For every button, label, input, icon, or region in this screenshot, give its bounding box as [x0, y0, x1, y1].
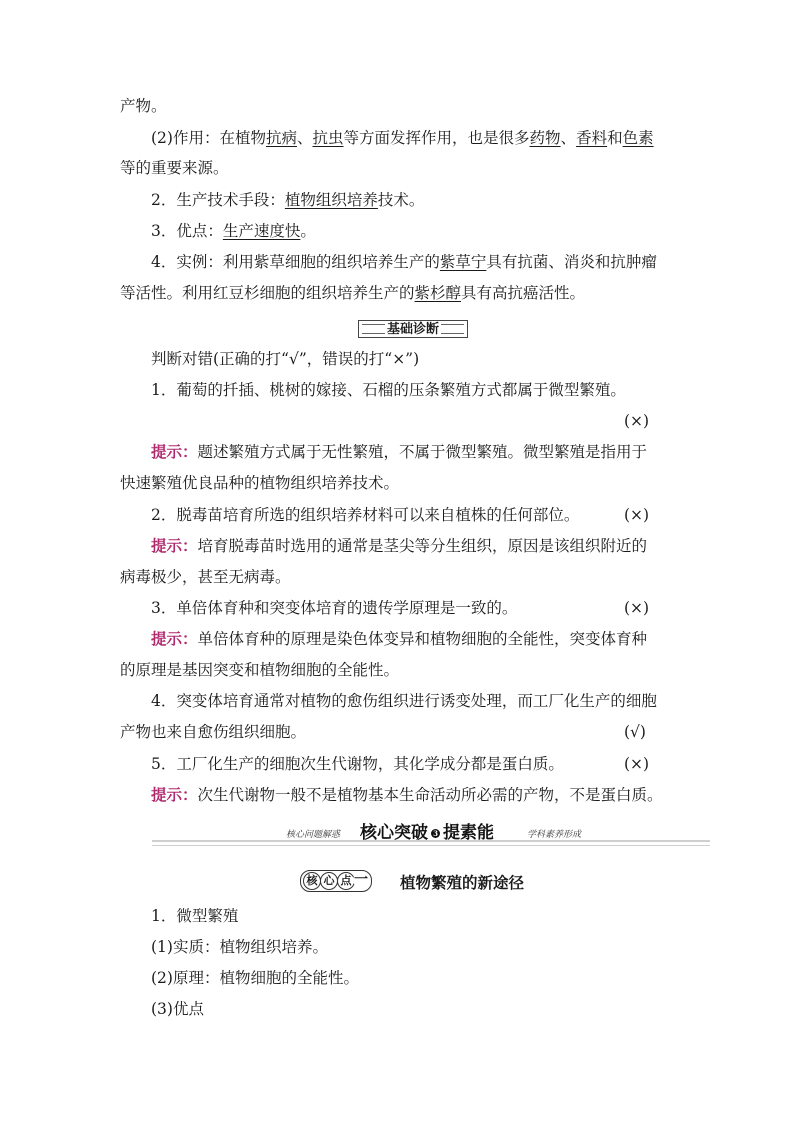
- question-text: 4．突变体培育通常对植物的愈伤组织进行诱变处理，而工厂化生产的细胞: [151, 692, 657, 710]
- hint-line: [120, 660, 794, 680]
- hint-text: 快速繁殖优良品种的植物组织培养技术。: [120, 474, 400, 492]
- section-line: [151, 999, 794, 1019]
- hint-text: 次生代谢物一般不是植物基本生命活动所必需的产物，不是蛋白质。: [197, 786, 663, 804]
- hint-line: [120, 473, 794, 493]
- core-title-a: 核心突破: [360, 823, 428, 843]
- key-point-badge: [300, 870, 372, 892]
- underlined-term: 生产速度快: [222, 222, 301, 240]
- text-segment: 。: [300, 222, 316, 240]
- text-segment: 、: [560, 129, 577, 147]
- underlined-term: 香料: [576, 129, 608, 147]
- quiz-instruction: [151, 349, 794, 369]
- text-segment: 技术。: [377, 191, 425, 209]
- core-right-subtitle: 学科素养形成: [527, 830, 582, 840]
- divider: [152, 840, 710, 842]
- text-line: [120, 283, 794, 303]
- underlined-term: 紫草宁: [439, 253, 487, 271]
- text-segment: 2．生产技术手段：: [151, 191, 285, 209]
- hint-label: 提示：: [151, 785, 198, 804]
- hint-text: 病毒极少，甚至无病毒。: [120, 568, 291, 586]
- quiz-question-cont: [120, 722, 794, 742]
- text-segment: 4．实例：利用紫草细胞的组织培养生产的: [151, 253, 440, 271]
- text-segment: 3．优点：: [151, 222, 223, 240]
- hint-label: 提示：: [151, 442, 198, 461]
- divider: [152, 845, 710, 846]
- underlined-term: 紫杉醇: [414, 284, 462, 302]
- text-line: [151, 252, 794, 272]
- section-banner: [358, 320, 468, 338]
- text-segment: 、: [296, 129, 313, 147]
- question-text: 产物也来自愈伤组织细胞。: [120, 723, 307, 741]
- banner-label: [359, 318, 467, 337]
- question-text: 3．单倍体育种和突变体培育的遗传学原理是一致的。: [151, 599, 518, 617]
- hint-text: 题述繁殖方式属于无性繁殖，不属于微型繁殖。微型繁殖是指用于: [197, 443, 648, 461]
- text-line: [151, 128, 794, 148]
- text-line: [151, 190, 794, 210]
- hint-line: [151, 442, 794, 462]
- text-segment: 具有抗菌、消炎和抗肿瘤: [486, 253, 657, 271]
- badge-char: 一: [354, 872, 368, 888]
- quiz-question: [151, 691, 794, 711]
- underlined-term: 抗病: [265, 129, 297, 147]
- underlined-term: 植物组织培养: [284, 191, 378, 209]
- section-line: [151, 937, 794, 957]
- text-segment: 和: [607, 129, 623, 147]
- section-text: (1)实质：植物组织培养。: [151, 938, 328, 956]
- badge-char: 心: [320, 872, 338, 890]
- instruction-text: 判断对错(正确的打“√”，错误的打“×”): [151, 350, 420, 368]
- paragraph-text: 产物。: [120, 97, 167, 115]
- text-segment: 等活性。利用红豆杉细胞的组织培养生产的: [120, 284, 415, 302]
- text-segment: 具有高抗癌活性。: [461, 284, 586, 302]
- section-line: [151, 968, 794, 988]
- hint-line: [151, 629, 794, 649]
- underlined-term: 色素: [622, 129, 654, 147]
- hint-label: 提示：: [151, 536, 198, 555]
- text-line: [151, 221, 794, 241]
- question-text: 2．脱毒苗培育所选的组织培养材料可以来自植株的任何部位。: [151, 506, 580, 524]
- quiz-question: [151, 598, 794, 618]
- section-text: (3)优点: [151, 1000, 204, 1018]
- question-text: 5．工厂化生产的细胞次生代谢物，其化学成分都是蛋白质。: [151, 755, 564, 773]
- quiz-question: [151, 505, 794, 525]
- hint-line: [151, 785, 794, 805]
- underlined-term: 药物: [529, 129, 561, 147]
- underlined-term: 抗虫: [312, 129, 344, 147]
- key-point-title: 植物繁殖的新途径: [400, 873, 525, 892]
- section-text: (2)原理：植物细胞的全能性。: [151, 969, 359, 987]
- text-line: [120, 96, 794, 116]
- hint-label: 提示：: [151, 629, 198, 648]
- hint-text: 的原理是基因突变和植物细胞的全能性。: [120, 661, 400, 679]
- badge-char: 点: [337, 872, 355, 890]
- hint-text: 培育脱毒苗时选用的通常是茎尖等分生组织，原因是该组织附近的: [197, 537, 648, 555]
- core-section-header: [152, 818, 710, 842]
- text-segment: (2)作用：在植物: [151, 129, 266, 147]
- core-left-subtitle: 核心问题解惑: [286, 830, 341, 840]
- banner-label-text: 基础诊断: [386, 322, 439, 337]
- hint-line: [120, 567, 794, 587]
- section-text: 1．微型繁殖: [151, 907, 239, 925]
- quiz-question: [151, 754, 794, 774]
- answer-mark: (×): [624, 506, 650, 524]
- hint-text: 单倍体育种的原理是染色体变异和植物细胞的全能性，突变体育种: [197, 630, 648, 648]
- question-text: 1．葡萄的扦插、桃树的嫁接、石榴的压条繁殖方式都属于微型繁殖。: [151, 381, 626, 399]
- text-line: [120, 158, 794, 178]
- circle-number-icon: 3: [431, 829, 440, 838]
- answer-mark: (×): [624, 599, 650, 617]
- paragraph-text: 等的重要来源。: [120, 159, 229, 177]
- hint-line: [151, 536, 794, 556]
- answer-mark: (×): [624, 755, 650, 773]
- text-segment: 等方面发挥作用，也是很多: [343, 129, 530, 147]
- answer-mark: (√): [624, 723, 646, 741]
- answer-mark: (×): [624, 412, 650, 430]
- core-title-b: 提素能: [443, 823, 494, 843]
- badge-char: 核: [303, 872, 321, 890]
- section-heading: [151, 906, 794, 926]
- quiz-question: [151, 380, 794, 400]
